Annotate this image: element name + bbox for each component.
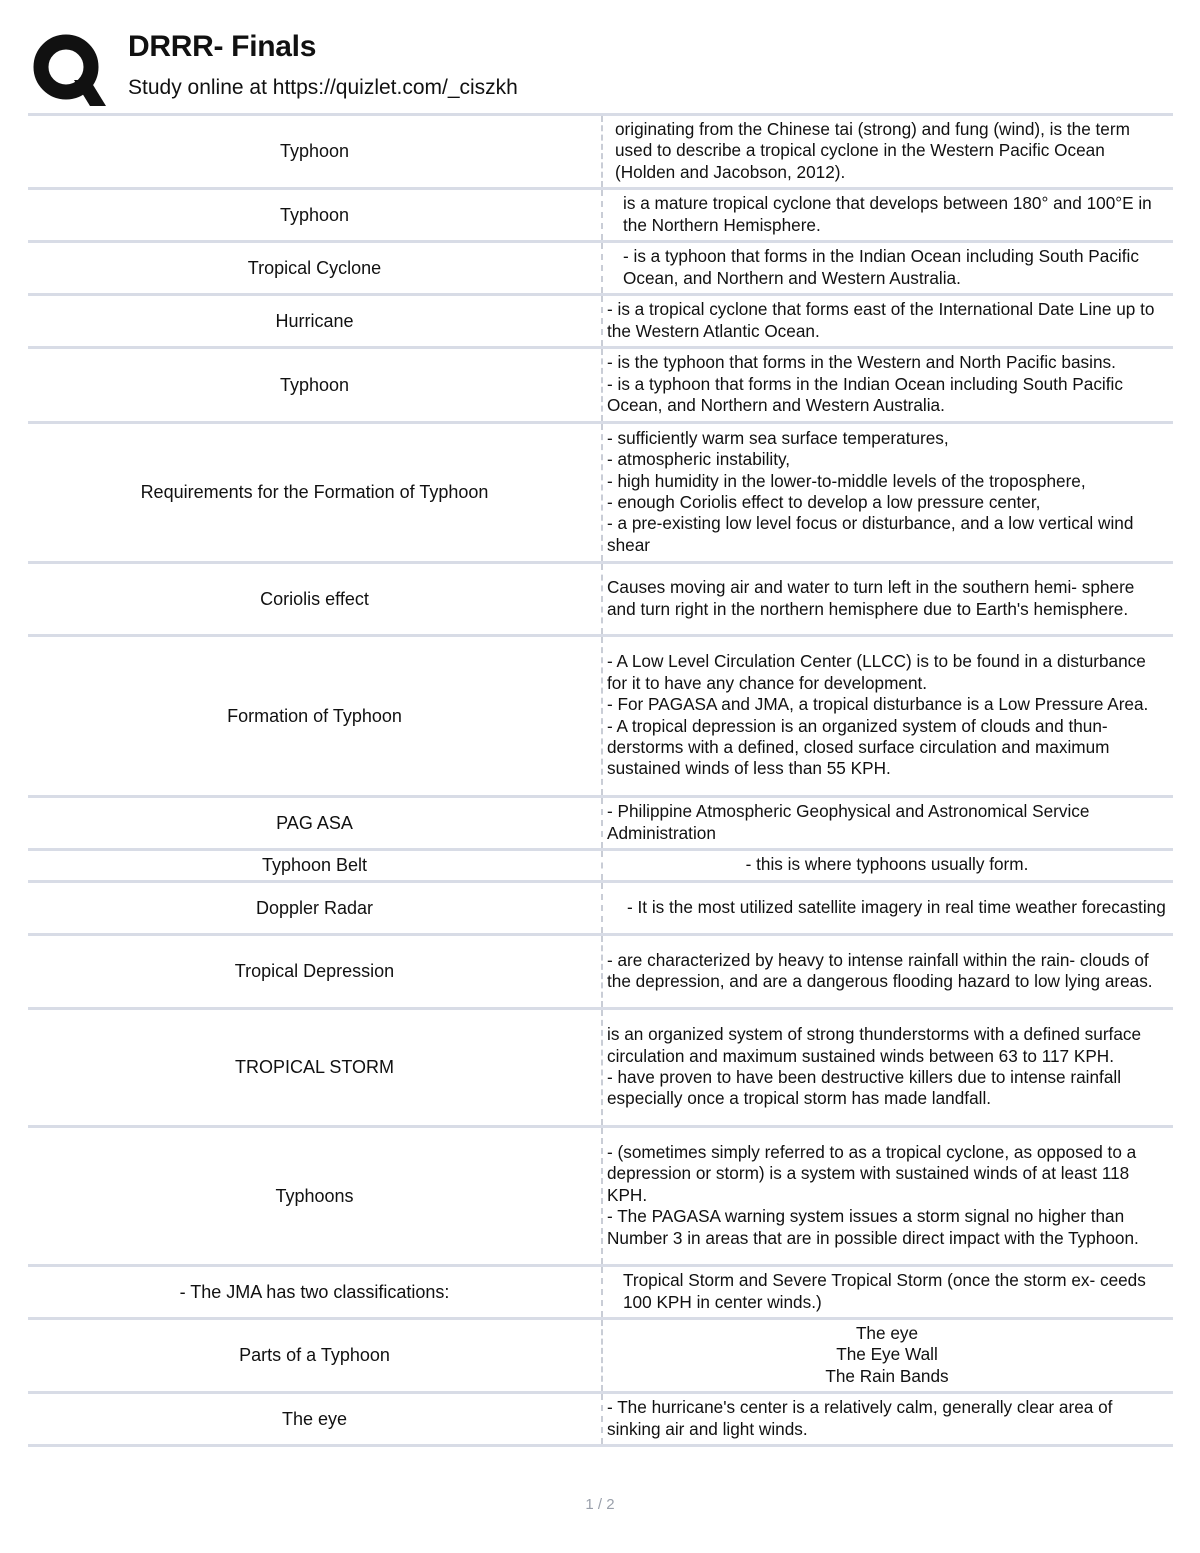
card-term: Doppler Radar xyxy=(255,897,374,918)
card-row xyxy=(28,346,1173,421)
card-definition: - (sometimes simply referred to as a tropical cyclone, as opposed to a depression or storm) is a system with sustained winds of at least 118 KPH. - The PAGASA warning system issues a storm signal no higher than Number 3 in areas that are in possible direct impact with the Typhoon. xyxy=(601,1128,1173,1264)
card-definition: - The hurricane's center is a relatively calm, generally clear area of sinking air and light winds. xyxy=(601,1394,1173,1444)
card-row xyxy=(28,240,1173,293)
card-definition: - A Low Level Circulation Center (LLCC) is to be found in a disturbance for it to have any chance for development. - For PAGASA and JMA, a tropical disturbance is a Low Pressure Area. - A tropical depression is an organized system of clouds and thun- derstorms with a defined, closed surface circulation and maximum sustained winds of less than 55 KPH. xyxy=(601,637,1173,795)
card-definition: - is the typhoon that forms in the Western and North Pacific basins. - is a typhoon that forms in the Indian Ocean including South Pacific Ocean, and Northern and Western Australia. xyxy=(601,349,1173,421)
card-definition: - this is where typhoons usually form. xyxy=(601,851,1173,880)
card-definition: Causes moving air and water to turn left in the southern hemi- sphere and turn right in the northern hemisphere due to Earth's hemisphere. xyxy=(601,564,1173,634)
card-row xyxy=(28,1264,1173,1317)
card-definition: - Philippine Atmospheric Geophysical and Astronomical Service Administration xyxy=(601,798,1173,848)
card-row xyxy=(28,1317,1173,1391)
page-title: DRRR- Finals xyxy=(128,30,317,63)
card-definition: is a mature tropical cyclone that develops between 180° and 100°E in the Northern Hemisphere. xyxy=(601,190,1173,240)
card-term: Tropical Cyclone xyxy=(247,257,382,278)
card-term: Tropical Depression xyxy=(234,961,395,981)
card-term: PAG ASA xyxy=(276,812,353,833)
card-row xyxy=(28,1007,1173,1125)
study-link-text: Study online at https://quizlet.com/_ciszkh xyxy=(128,76,518,99)
card-term: Hurricane xyxy=(275,310,354,331)
card-term: TROPICAL STORM xyxy=(234,1057,395,1077)
card-row xyxy=(28,848,1173,880)
quizlet-logo-icon xyxy=(30,30,108,108)
card-term: Parts of a Typhoon xyxy=(239,1345,390,1365)
card-row xyxy=(28,634,1173,795)
card-term: - The JMA has two classifications: xyxy=(179,1281,450,1302)
card-term: Typhoon Belt xyxy=(261,855,368,875)
card-row xyxy=(28,561,1173,634)
card-definition: Tropical Storm and Severe Tropical Storm (once the storm ex- ceeds 100 KPH in center winds.) xyxy=(601,1267,1173,1317)
card-definition: - is a tropical cyclone that forms east of the International Date Line up to the Western Atlantic Ocean. xyxy=(601,296,1173,346)
card-term: Typhoon xyxy=(279,141,350,161)
card-row xyxy=(28,880,1173,933)
card-row xyxy=(28,1125,1173,1264)
card-row xyxy=(28,293,1173,346)
card-definition: is an organized system of strong thunderstorms with a defined surface circulation and maximum sustained winds between 63 to 117 KPH. - have proven to have been destructive killers due to intense rainfall especially once a tropical storm has made landfall. xyxy=(601,1010,1173,1125)
card-row xyxy=(28,1391,1173,1447)
page-header xyxy=(30,28,1172,112)
card-definition: - It is the most utilized satellite imagery in real time weather forecasting xyxy=(601,883,1173,933)
card-term: Typhoon xyxy=(279,374,350,395)
card-term: Coriolis effect xyxy=(260,588,369,609)
page-number: 1 / 2 xyxy=(585,1496,615,1513)
card-definition: - sufficiently warm sea surface temperatures, - atmospheric instability, - high humidity in the lower-to-middle levels of the troposphere, - enough Coriolis effect to develop a low pressure center, - a pre-existing low level focus or disturbance, and a low vertical wind shear xyxy=(601,424,1173,561)
card-definition: - are characterized by heavy to intense rainfall within the rain- clouds of the depression, and are a dangerous flooding hazard to low lying areas. xyxy=(601,936,1173,1007)
card-term: Requirements for the Formation of Typhoon xyxy=(140,482,489,502)
flashcard-table xyxy=(28,113,1173,1447)
card-term: Formation of Typhoon xyxy=(227,705,402,726)
card-row xyxy=(28,421,1173,561)
card-row xyxy=(28,933,1173,1007)
card-definition: The eye The Eye Wall The Rain Bands xyxy=(601,1320,1173,1391)
card-term: The eye xyxy=(281,1408,348,1429)
card-definition: - is a typhoon that forms in the Indian Ocean including South Pacific Ocean, and Northern and Western Australia. xyxy=(601,243,1173,293)
card-row xyxy=(28,113,1173,187)
card-row xyxy=(28,187,1173,240)
card-definition: originating from the Chinese tai (strong) and fung (wind), is the term used to describe a tropical cyclone in the Western Pacific Ocean (Holden and Jacobson, 2012). xyxy=(601,116,1173,187)
card-term: Typhoon xyxy=(279,204,350,225)
card-term: Typhoons xyxy=(275,1185,354,1206)
card-row xyxy=(28,795,1173,848)
